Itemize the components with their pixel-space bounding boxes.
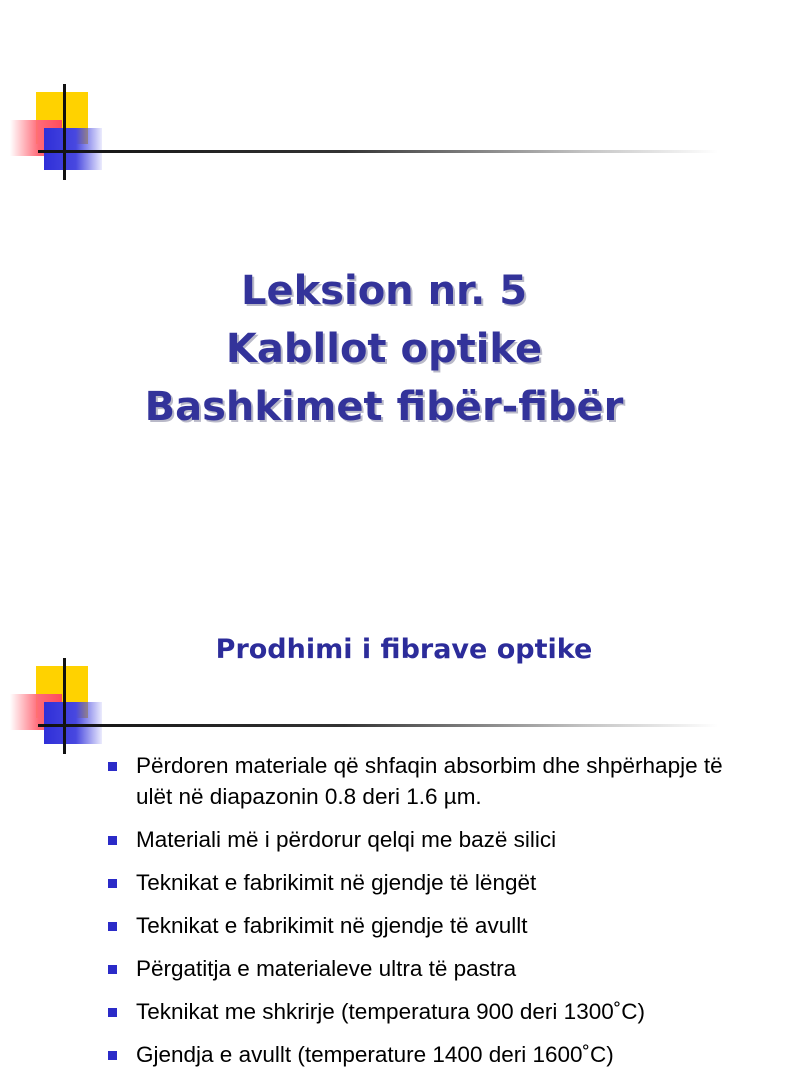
bullet-text: Teknikat e fabrikimit në gjendje të avullt	[136, 913, 528, 938]
list-item	[104, 910, 744, 941]
ornament-blue-square	[44, 702, 102, 744]
corner-ornament	[0, 92, 768, 212]
square-bullet-icon	[108, 922, 117, 931]
slide-heading: Prodhimi i fibrave optike	[215, 634, 593, 665]
ornament-horizontal-line	[38, 150, 718, 153]
list-item	[104, 1039, 744, 1070]
list-item	[104, 750, 744, 812]
bullet-text: Materiali më i përdorur qelqi me bazë silici	[136, 827, 557, 852]
bullet-text: Teknikat e fabrikimit në gjendje të lëngët	[136, 870, 537, 895]
bullet-text: Përgatitja e materialeve ultra të pastra	[136, 956, 517, 981]
title-line-3: Bashkimet fibër-fibër	[144, 384, 624, 430]
list-item	[104, 867, 744, 898]
bullet-list	[104, 750, 744, 1082]
bullet-text: Gjendja e avullt (temperature 1400 deri 1600˚C)	[136, 1042, 614, 1067]
ornament-vertical-line	[63, 658, 66, 754]
list-item	[104, 953, 744, 984]
square-bullet-icon	[108, 836, 117, 845]
square-bullet-icon	[108, 1051, 117, 1060]
list-item	[104, 824, 744, 855]
bullet-text: Përdoren materiale që shfaqin absorbim dhe shpërhapje të ulët në diapazonin 0.8 deri 1.6 µm.	[136, 753, 723, 809]
ornament-vertical-line	[63, 84, 66, 180]
square-bullet-icon	[108, 1008, 117, 1017]
slide-title	[0, 262, 768, 436]
title-line-1: Leksion nr. 5	[240, 268, 528, 314]
ornament-blue-square	[44, 128, 102, 170]
bullet-text: Teknikat me shkrirje (temperatura 900 deri 1300˚C)	[136, 999, 645, 1024]
square-bullet-icon	[108, 879, 117, 888]
list-item	[104, 996, 744, 1027]
content-slide	[0, 576, 768, 1067]
title-line-2: Kabllot optike	[225, 326, 543, 372]
square-bullet-icon	[108, 762, 117, 771]
square-bullet-icon	[108, 965, 117, 974]
ornament-horizontal-line	[38, 724, 718, 727]
